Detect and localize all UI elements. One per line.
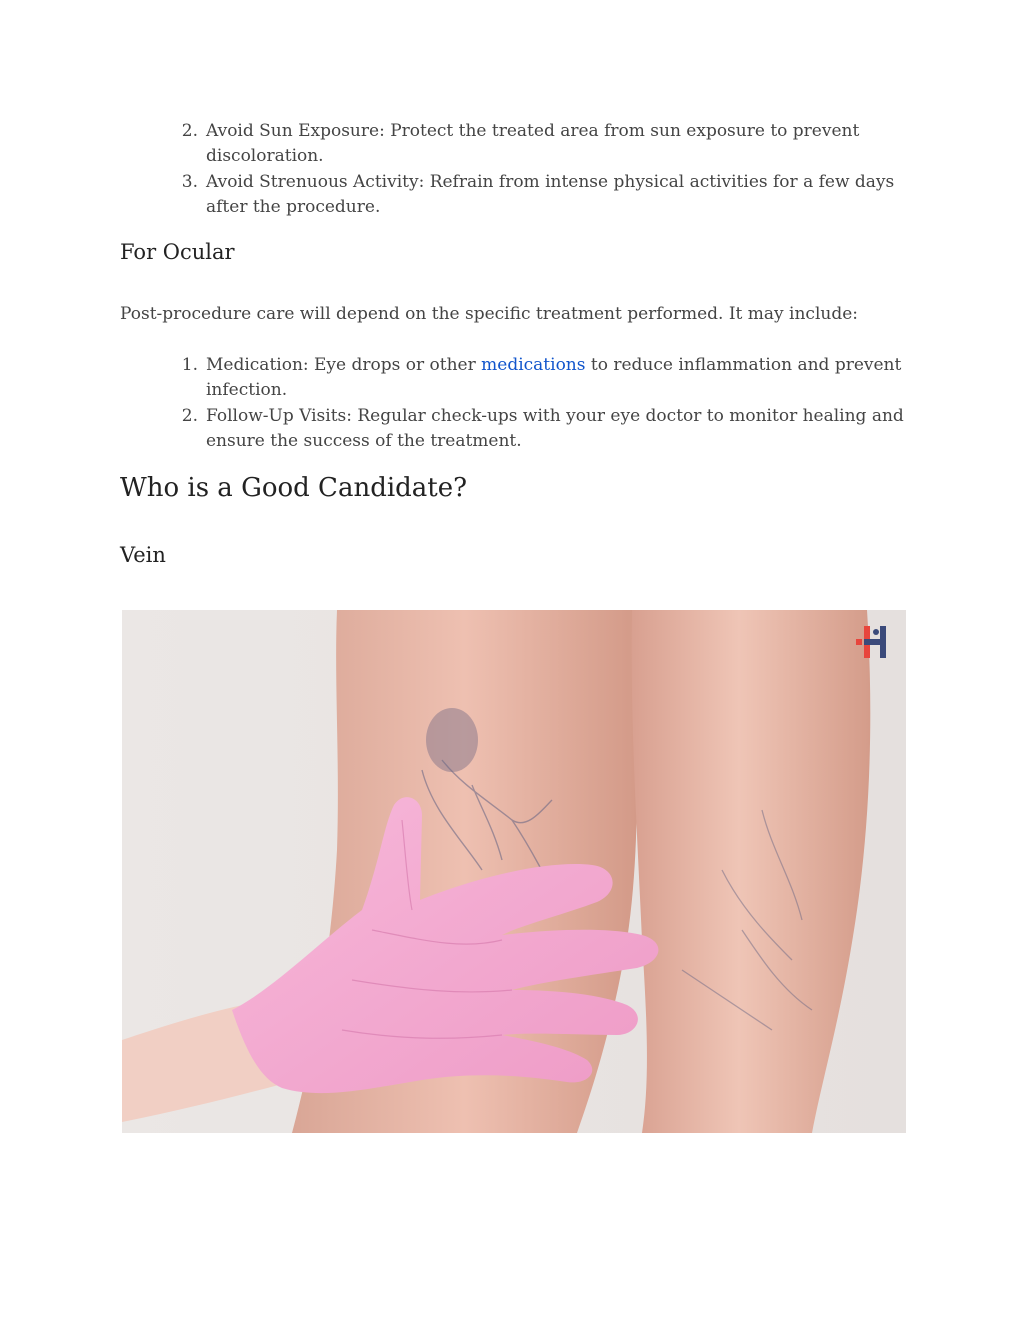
brand-logo-icon — [854, 624, 894, 660]
list-text: Avoid Strenuous Activity: Refrain from intense physical activities for a few days after the procedure. — [206, 172, 895, 217]
list-text-before: Medication: Eye drops or other — [206, 355, 482, 375]
list-item — [181, 404, 916, 454]
list-item — [181, 170, 916, 220]
vein-illustration — [122, 610, 906, 1133]
list-number: 1. — [181, 355, 198, 375]
list-item — [181, 353, 916, 403]
vein-cluster — [426, 708, 478, 772]
brand-logo — [854, 624, 894, 660]
medications-link[interactable]: medications — [481, 355, 586, 375]
list-number: 2. — [181, 406, 198, 426]
subheading-vein: Vein — [120, 543, 166, 567]
list-number: 2. — [181, 121, 198, 141]
list-item — [181, 119, 916, 169]
section-heading-candidate: Who is a Good Candidate? — [120, 473, 468, 503]
section-heading-ocular: For Ocular — [120, 240, 235, 264]
list-text: Follow-Up Visits: Regular check-ups with your eye doctor to monitor healing and ensure the success of the treatment. — [206, 406, 904, 451]
list-number: 3. — [181, 172, 198, 192]
list-text: Avoid Sun Exposure: Protect the treated area from sun exposure to prevent discoloration. — [206, 121, 860, 166]
list-text-after: to reduce inflammation and prevent infection. — [206, 355, 902, 400]
ocular-intro: Post-procedure care will depend on the specific treatment performed. It may include: — [120, 304, 859, 324]
vein-photo — [122, 610, 906, 1133]
